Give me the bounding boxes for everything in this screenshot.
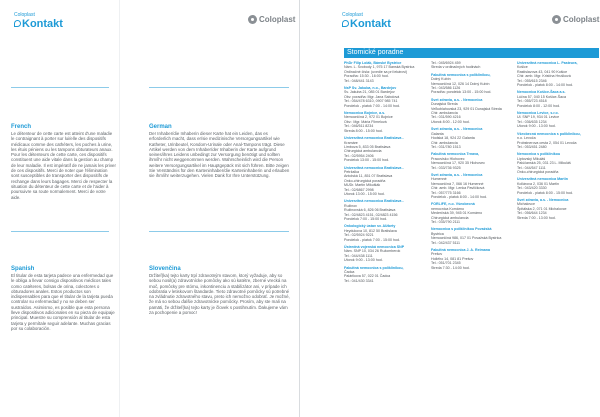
clinic-name: Nemocnica Košice-Šaca a.s. [517,90,566,95]
clinic-detail-line: Tel.: 042/437 5111 [431,240,461,245]
clinic-detail-line: Čadca [344,270,355,275]
clinic-name: Fakultná nemocnica Trnava, [431,152,480,157]
clinic-detail-line: Chirurgická ambulancia [344,149,382,154]
clinic-detail-line: Nemocničná 7, 066 16 Humenné [431,181,484,186]
clinic-entry [344,166,426,197]
clinic-detail-line: Kramáre [344,140,358,145]
clinic-detail-line: Tel.: 031/780 1513 [431,144,461,149]
text-french: Le détenteur de cette carte est atteint d'une maladie le contraignant à porter sur lui/elle des dispositifs médicaux comme des cathéters, les poches à urine, les étuis péniens ou les tampons obturateurs anaux. Pour les détenteurs de cette carte, ces dispositifs constituent une aide vitale dans la gestion au champ de leur maladie. Il est impératif de ne jamais les priver de ces dispositifs. Merci de noter que l'élimination sont susceptibles de transporter des dispositifs de rechange dans leurs bagages. Merci de respecter la situation du détenteur de cette carte et de l'aider à poursuivre sa route normalement. Merci de votre aide. [11,131,116,200]
coloplast-mark-icon [552,15,561,24]
clinic-detail-line: Chir. amb. Mgr. Kristína Hrušková [517,74,571,79]
clinic-detail-line: Špitálska 2, 071 01 Michalovce [517,206,567,211]
clinic-detail-line: Tel.: 044/547 1111 [517,165,546,170]
clinic-name: Ústredná vojenská nemocnica SNP [344,245,405,250]
clinic-detail-line: Chir. ambulancia [431,111,458,116]
clinic-detail-line: Obv. poradňa: Mgr. Jana Sabolová [344,94,400,99]
clinic-entry [517,152,599,174]
clinic-detail-line: Tel.: 056/644 1234 [517,211,547,216]
clinic-detail-line: Petržalka [344,169,359,174]
clinic-entry [517,132,599,150]
clinic-entry [431,127,513,149]
clinic-detail-line: Poradňa: pondelok 13:00 - 15:00 hod. [431,90,492,95]
clinic-name: Svet zdravia, a.s. - Nemocnica [517,197,569,202]
clinic-entry [517,198,599,220]
section-banner [344,48,599,58]
clinic-detail-line: Ul. SNP 19, 934 01 Levice [517,115,560,120]
clinic-detail-line: Heydukova 10, 812 50 Bratislava [344,228,397,233]
clinic-detail-line: Palárikova 57, 022 01 Čadca [344,274,391,279]
clinic-name: Všeobecná nemocnica s poliklinikou, [517,131,581,136]
clinic-detail-line: Utorok 13:00 - 15:00 hod. [344,191,385,196]
clinic-name: FORLIFE, n.o. Všeobecná [431,202,475,207]
clinic-detail-line: Tel.: 055/615 2346 [517,78,547,83]
clinic-detail-line: Humenné [431,177,447,182]
clinic-detail-line: Dunajská Streda [431,102,458,107]
coloplast-mark-icon [248,15,257,24]
clinic-name: Univerzitná nemocnica L. Pasteura, [517,61,578,65]
text-spanish: El titular de esta tarjeta padece una enfermedad que le obliga a llevar consigo dispositivos médicos tales como catéteres, bolsas de orina, colectores o obturadores anales. Estos productos son indispensables para que el titular de la tarjeta pueda controlar su enfermedad y no se deben ser sustraídos. Asimismo, es posible que esta persona lleve dispositivos adicionales en su pieza de equipaje principal. Muestre su comprensión al titular de esta tarjeta y permítale seguir adelante. Muchas gracias por su colaboración. [11,273,115,331]
clinic-detail-line: Probstnerova cesta 2, 054 01 Levoča [517,140,577,145]
clinic-column-1 [344,61,426,286]
clinic-name: Svet zdravia, a.s. - Nemocnica [431,97,483,102]
clinic-detail-line: Tel.: 02/4823 4151, 02/4823 4156 [344,212,398,217]
logo-mark-icon [342,20,349,27]
clinic-detail-line: n.o. Levoča [517,136,536,141]
clinic-detail-line: Chirurgická ambulancia [431,215,469,220]
clinic-detail-line: Tel.: 043/586 1126 [431,86,461,91]
clinic-entry [344,61,426,83]
clinic-detail-line: Pondelok - piatok 7:00 - 14:00 hod. [344,103,400,108]
clinic-detail-line: Tel.: 053/451 2480 [517,144,547,149]
clinic-entry [431,73,513,95]
clinic-detail-line: Obv.: Mgr. Mária Flimelová [344,119,387,124]
clinic-detail-line: Antolská 11, 851 07 Bratislava [344,174,393,179]
clinic-detail-line: Tel.: 057/775 3166 [431,190,461,195]
divider [149,87,289,88]
clinic-detail-line: Tel.: 048/441 3143 [344,78,374,83]
clinic-detail-line: Pondelok 7:00 - 15:00 hod. [344,217,388,221]
text-slovak: Držiteľ(ka) tejto karty trpí zdravotným stavom, ktorý vyžaduje, aby so sebou nosil(a) zdravotnícke pomôcky ako sú katétre, zberné vrecká na moč, pomôcky pre stómu, inkontinenciu a stabilizátor ani, v prípade ich odobratia v letiskovom štandarde. Tieto zdravotné pomôcky sú potrebné na zvládnutie zdravotného stavu, preto ich nemožno odobrať. Je možné, že má so sebou ďalšie zdravotnícke pomôcky. Prosím, aby ste mali na pamäti, že držiteľ(ka) tejto karty je človek s postihnutím. Ďakujeme vám za pochopenie a pomoc! [149,273,290,316]
clinic-detail-line: Tel.: 055/723 4518 [517,99,547,104]
clinic-entry [517,177,599,195]
clinic-detail-line: Pondelok 8:00 - 12:00 hod. [517,103,561,108]
clinic-detail-line: Nemocničná 2, 972 01 Bojnice [344,115,393,120]
clinic-detail-line: nemocnica Komárno [431,206,464,211]
clinic-detail-line: Tel.: 046/511 8234 [344,124,374,129]
clinic-detail-line: Dolný Kubín [431,77,451,82]
clinic-entry [431,227,513,245]
clinic-name: Univerzitná nemocnica Bratislava - [344,136,404,141]
clinic-detail-line: Limbova 5, 833 05 Bratislava [344,144,391,149]
clinic-detail-line: Palúčanská 25, 031 23 L. Mikuláš [517,161,571,166]
kontakt-logo [14,12,63,30]
clinic-entry [431,248,513,270]
heading-german: German [149,124,172,130]
text-german: Der Inhaber/die Inhaberin dieser Karte hat ein Leiden, das es erforderlich macht, dass er/sie medizinische Versorgungsartikel wie Katheter, Urinbeutel, Kondom-Urinale oder Anal-Tampons trägt. Diese Artikel werden von dem Inhaber/der Inhaberin der Karte aufgrund seines/ihres Leidens unbedingt zur Versorgung benötigt und sollten ihm/ihr nicht weggenommen werden. Wahrscheinlich wird die Person weitere Versorgungsartikel im Hauptgepäck mit sich führen. Bitte zeigen Sie Verständnis für den Karteninhaber/die Karteninhaberin und erlauben sie ihm/ihr weiterzugehen. Vielen Dank für Ihre Unterstützung. [149,131,290,179]
clinic-name: PhDr Filip Lolák, Bánské Bystrice [344,61,402,65]
clinic-detail-line: Hodská 18, 924 22 Galanta [431,136,475,141]
clinic-detail-line: Tel.: 041/430 3341 [344,278,374,283]
clinic-detail-line: Utorok 8:00 - 12:00 hod. [431,119,470,124]
clinic-entry [517,111,599,129]
coloplast-text: Coloplast [259,15,296,24]
clinic-detail-line: Streda 8:00 - 15:00 hod. [344,128,383,133]
clinic-detail-line: Pondelok - piatok 8:00 - 14:00 hod. [517,83,573,88]
clinic-detail-line: Utorok 9:00 - 13:00 hod. [344,258,383,263]
heading-french: French [11,124,32,130]
clinic-detail-line: Mederčská 39, 945 01 Komárno [431,211,483,216]
clinic-name: Univerzitná nemocnica Bratislava - [344,199,404,204]
clinic-entry [431,173,513,199]
clinic-detail-line: Ružinov [344,203,357,208]
clinic-name: Onkologický ústav sv. Alžbety [344,224,396,229]
banner-title: Stomické poradne [347,49,404,56]
clinic-name: Univerzitná nemocnica Bratislava - [344,165,404,170]
clinic-detail-line: Lúčna 57, 040 15 Košice-Šaca [517,94,566,99]
kontakt-logo [342,12,391,30]
coloplast-logo [552,15,599,24]
clinic-detail-line: Chir. amb. Mgr. Lenka Pavličková [431,186,485,191]
clinic-detail-line: Poradňa: 15:30 - 16:00 hod. [344,74,389,79]
clinic-detail-line: Utorok 9:00 - 13:00 hod. [517,124,556,129]
clinic-entry [344,245,426,263]
logo-small-text: Coloplast [14,12,35,18]
divider [11,231,109,232]
clinic-detail-line: Pondelok - piatok 8:00 - 14:00 hod. [431,194,487,199]
panel-french-spanish [0,0,120,417]
clinic-detail-line: Tel.: 033/736 9325 [431,165,461,170]
clinic-entry [431,152,513,170]
clinic-detail-line: Kollárova 2, 036 01 Martin [517,181,559,186]
clinic-name: Nemocnica Bojnice, a.s. [344,111,386,116]
clinic-name: Fakultná nemocnica s poliklinikou, [431,72,491,77]
clinic-entry [344,266,426,284]
clinic-detail-line: Rastislavova 43, 041 90 Košice [517,69,568,74]
clinic-entry [344,86,426,108]
clinic-detail-line: Košice [517,65,528,70]
clinic-column-2 [431,61,513,273]
clinic-name: Svet zdravia, a.s. - Nemocnica [431,127,483,132]
clinic-detail-line: Tel.: 02/6867 2998 [344,187,374,192]
clinic-entry [344,111,426,133]
clinic-name: Fakultná nemocnica s poliklinikou, [344,265,404,270]
clinic-detail-line: Pracovisko Hlohovec [431,156,465,161]
clinic-detail-line: Michalovce [517,202,535,207]
clinic-detail-line: Nám. SNP 10, 034 26 Ružomberok [344,249,401,254]
clinic-detail-line: Ružinovská 6, 826 06 Bratislava [344,208,396,213]
clinic-detail-line: Tel.: 02/5924 9221 [344,233,374,238]
clinic-detail-line: Veľkoblahovská 23, 929 01 Dunajská Streda [431,106,502,111]
clinic-detail-line: Sv. Jakuba 21, 085 01 Bardejov [344,90,395,95]
logo-mark-icon [14,20,21,27]
divider [11,87,109,88]
coloplast-logo [248,15,295,24]
clinic-detail-line: Onko-chirurgická poradňa [344,178,386,183]
clinic-detail-line: Nemocničná 986, 017 01 Považská Bystrica [431,236,502,241]
heading-slovak: Slovenčina [149,266,181,272]
clinic-detail-line: Hollého 14, 081 81 Prešov [431,256,474,261]
panel-stoma-clinics [300,0,600,417]
clinic-detail-line: Tel.: 035/790 2111 [431,220,461,224]
heading-spanish: Spanish [11,266,35,272]
coloplast-text: Coloplast [563,15,600,24]
clinic-detail-line: Pondelok - piatok 8:00 - 15:00 hod. [517,190,573,195]
clinic-detail-line: Streda 7:00 - 13:00 hod. [517,215,556,220]
clinic-detail-line: Tel.: 036/635 1234 [517,119,547,124]
clinic-entry [344,199,426,221]
clinic-entry [344,136,426,162]
clinic-name: NsP Sv. Jakuba, n.o., Bardejov [344,86,397,91]
clinic-detail-line: Onko-chirurgická poradňa [517,169,559,174]
clinic-column-3 [517,61,599,223]
clinic-name: Nemocnica Levice, s.r.o. [517,111,559,116]
divider [149,231,289,232]
clinic-entry [344,224,426,242]
panel-german-slovak [120,0,300,417]
clinic-entry [517,61,599,87]
clinic-detail-line: Streda 7:30 - 14:00 hod. [431,265,470,270]
clinic-name: Fakultná nemocnica J. A. Reimana [431,248,490,253]
clinic-detail-line: Tel.: 054/478 6310, 0907 985 741 [344,99,398,104]
clinic-detail-line: Tel.: 043/420 3330 [517,186,547,191]
clinic-name: Nemocnica s poliklinikou Považská [431,227,492,232]
clinic-name: Nemocnica s poliklinikou [517,152,561,157]
clinic-detail-line: Streda v ordinačných hodinách [431,65,481,70]
clinic-entry [431,98,513,124]
clinic-detail-line: Tel.: 044/438 1111 [344,253,373,258]
clinic-detail-line: Nemocničná 17, 920 35 Hlohovec [431,161,485,166]
clinic-entry [431,202,513,224]
logo-big-text: Kontakt [22,18,63,30]
clinic-name: Univerzitná nemocnica Martin [517,177,568,182]
clinic-detail-line: Bystrica [431,231,444,236]
clinic-detail-line: Liptovský Mikuláš [517,156,546,161]
clinic-entry [517,90,599,108]
clinic-entry [431,61,513,70]
clinic-detail-line: Tel.: 051/701 2345 [431,261,461,266]
logo-small-text: Coloplast [342,12,363,18]
logo-big-text: Kontakt [350,18,391,30]
clinic-detail-line: MUDr. Martin Mikulšák [344,183,381,188]
clinic-detail-line: Prešov [431,252,443,257]
clinic-detail-line: Nám. L. Svobody 1, 975 17 Banská Bystrica [344,65,415,70]
clinic-detail-line: Tel.: 02/5954 2406 [344,153,374,158]
clinic-detail-line: Nemocničná 12, 026 14 Dolný Kubín [431,81,490,86]
clinic-detail-line: Galanta [431,131,444,136]
clinic-detail-line: Pondelok - piatok 7:00 - 15:00 hod. [344,237,400,242]
clinic-detail-line: Tel.: 031/590 4216 [431,115,461,120]
clinic-detail-line: Pondelok 13:00 - 15:00 hod. [344,158,390,163]
clinic-detail-line: Chir. ambulancia [431,140,458,145]
clinic-detail-line: Tel.: 045/6924 459 [431,61,461,65]
clinic-name: Svet zdravia, a.s. - Nemocnica [431,172,483,177]
clinic-detail-line: Ordinačné čísla: (uvedie sa pri lekárovi) [344,69,408,74]
